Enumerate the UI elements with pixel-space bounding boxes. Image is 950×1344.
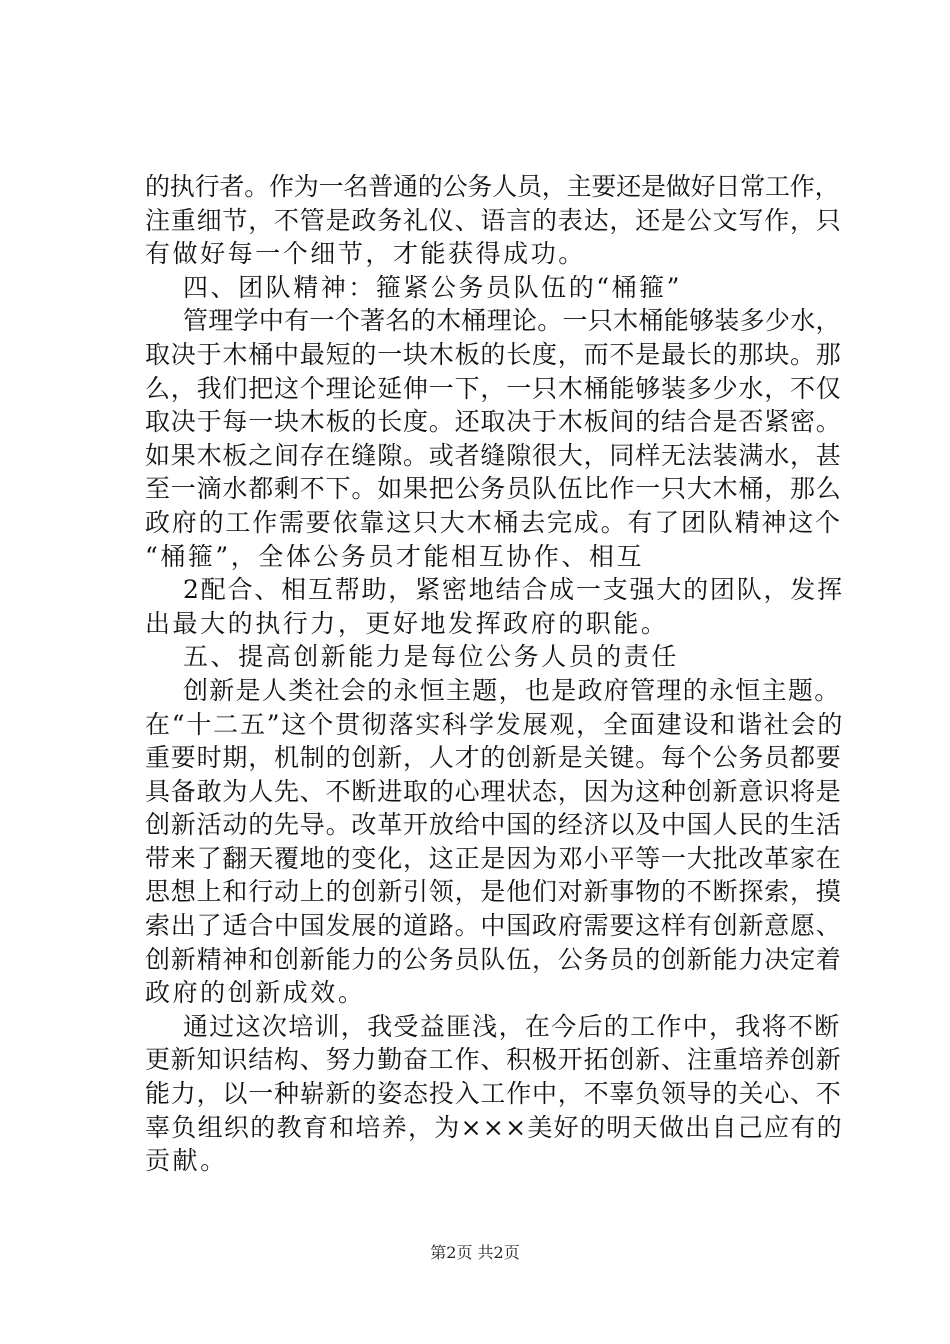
text-line: 出最大的执行力，更好地发挥政府的职能。 — [145, 608, 669, 638]
document-body — [145, 170, 845, 1178]
text-line: 政府的创新成效。 — [145, 978, 366, 1008]
text-line: 五、提高创新能力是每位公务人员的责任 — [183, 642, 679, 672]
text-line: 的执行者。作为一名普通的公务人员，主要还是做好日常工作， — [145, 172, 840, 201]
text-line: 思想上和行动上的创新引领，是他们对新事物的不断探索，摸 — [145, 877, 842, 907]
text-line: 辜负组织的教育和培养，为×××美好的明天做出自己应有的 — [145, 1112, 843, 1142]
text-line: 重要时期，机制的创新，人才的创新是关键。每个公务员都要 — [145, 743, 842, 773]
text-line: 创新是人类社会的永恒主题，也是政府管理的永恒主题。 — [183, 675, 841, 705]
text-line: 创新精神和创新能力的公务员队伍，公务员的创新能力决定着 — [145, 944, 842, 974]
text-line: 如果木板之间存在缝隙。或者缝隙很大，同样无法装满水，甚 — [145, 440, 842, 470]
text-line: 注重细节，不管是政务礼仪、语言的表达，还是公文写作，只 — [145, 205, 842, 235]
text-line: 有做好每一个细节，才能获得成功。 — [145, 239, 586, 269]
text-line: 贡献。 — [145, 1146, 228, 1176]
text-line: 管理学中有一个著名的木桶理论。一只木桶能够装多少水， — [183, 306, 841, 336]
text-line: 创新活动的先导。改革开放给中国的经济以及中国人民的生活 — [145, 810, 842, 840]
text-line: 取决于每一块木板的长度。还取决于木板间的结合是否紧密。 — [145, 407, 842, 437]
text-line: 至一滴水都剩不下。如果把公务员队伍比作一只大木桶，那么 — [145, 474, 842, 504]
text-line: 索出了适合中国发展的道路。中国政府需要这样有创新意愿、 — [145, 911, 842, 941]
text-line: 带来了翻天覆地的变化，这正是因为邓小平等一大批改革家在 — [145, 843, 842, 873]
text-line: 通过这次培训，我受益匪浅，在今后的工作中，我将不断 — [183, 1011, 841, 1041]
text-line: 四、团队精神：箍紧公务员队伍的“桶箍” — [183, 272, 683, 302]
text-line: 能力，以一种崭新的姿态投入工作中，不辜负领导的关心、不 — [145, 1079, 842, 1109]
text-line: 么，我们把这个理论延伸一下，一只木桶能够装多少水，不仅 — [145, 373, 842, 403]
text-line: 具备敢为人先、不断进取的心理状态，因为这种创新意识将是 — [145, 776, 842, 806]
text-line: 取决于木桶中最短的一块木板的长度，而不是最长的那块。那 — [145, 339, 842, 369]
text-line: “桶箍”，全体公务员才能相互协作、相互 — [145, 541, 645, 571]
text-line: 在“十二五”这个贯彻落实科学发展观，全面建设和谐社会的 — [145, 709, 845, 739]
text-line: 2配合、相互帮助，紧密地结合成一支强大的团队，发挥 — [183, 575, 844, 605]
page-footer: 第2页 共2页 — [430, 1243, 520, 1262]
text-line: 政府的工作需要依靠这只大木桶去完成。有了团队精神这个 — [145, 507, 842, 537]
text-line: 更新知识结构、努力勤奋工作、积极开拓创新、注重培养创新 — [145, 1045, 842, 1075]
